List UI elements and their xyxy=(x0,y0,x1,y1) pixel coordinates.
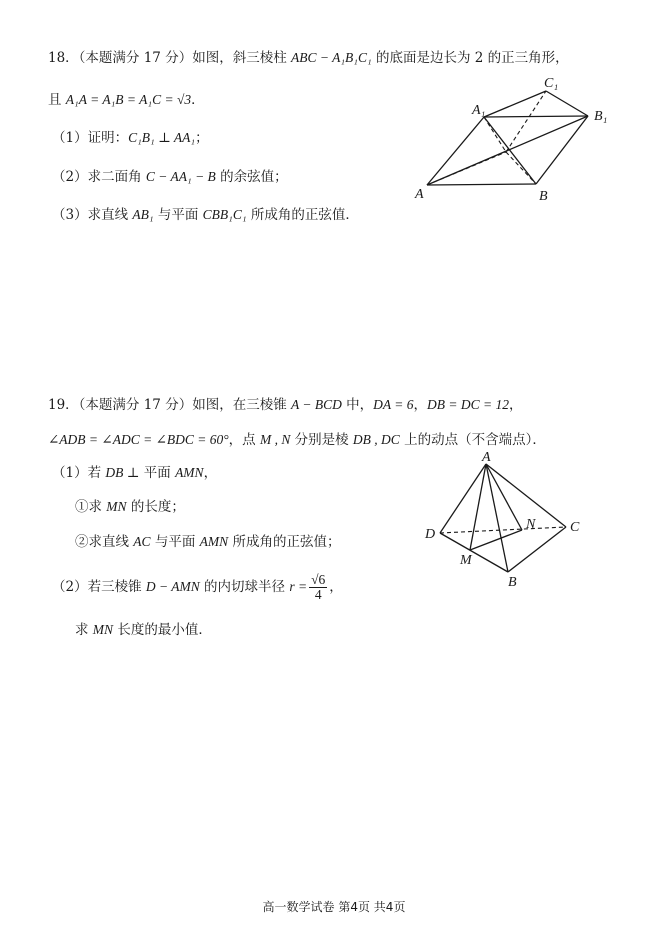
q18-prism-name: ABC − A₁B₁C₁ xyxy=(290,50,372,65)
q19-p2-prefix: （2）若三棱锥 xyxy=(52,579,146,595)
q18-cond-math: A₁A = A₁B = A₁C = √3 xyxy=(65,92,192,107)
edge-B-C xyxy=(508,527,566,572)
q18-prism-svg xyxy=(410,70,620,210)
q19-stem-text: 19．（本题满分 17 分）如图，在三棱锥 xyxy=(48,397,291,413)
q19-edges: DB , DC xyxy=(352,432,400,447)
label-C1: C₁ xyxy=(544,76,559,91)
q18-stem xyxy=(48,48,569,68)
q19-ask-math: MN xyxy=(92,622,114,637)
q18-p1-math: C₁B₁ ⊥ AA₁ xyxy=(128,130,196,145)
edge-A-B xyxy=(486,464,508,572)
label-A1: A₁ xyxy=(472,103,486,118)
q19-radius-fraction xyxy=(309,573,327,602)
edge-B-B1 xyxy=(536,116,588,184)
q19-ask-prefix: 求 xyxy=(75,622,93,638)
q18-p3-mid: 与平面 xyxy=(153,207,203,223)
q18-prism-figure xyxy=(410,70,620,210)
hidden-edge-C-B xyxy=(506,152,536,184)
q19-part-2-ask xyxy=(75,620,212,640)
q19-angles xyxy=(48,430,546,450)
q18-p3-prefix: （3）求直线 xyxy=(52,207,133,223)
q19-p1-prefix: （1）若 xyxy=(52,465,106,481)
segment-M-N xyxy=(470,530,522,550)
q19-sub2-line: AC xyxy=(133,534,151,549)
q18-p3-suffix: 所成角的正弦值． xyxy=(246,207,359,223)
q19-sub2-prefix: ②求直线 xyxy=(75,534,134,550)
q18-p2-math: C − AA₁ − B xyxy=(145,169,216,184)
q19-p2-suffix: ， xyxy=(329,579,343,595)
q18-p1-suffix: ； xyxy=(195,130,209,146)
edge-A1-B xyxy=(484,117,536,184)
q19-frac-num: √6 xyxy=(311,572,326,587)
q19-sub2-suffix: 所成角的正弦值； xyxy=(228,534,341,550)
edge-A-A1 xyxy=(427,117,484,185)
q19-part-1 xyxy=(52,463,217,483)
segment-A-N xyxy=(486,464,522,530)
q19-sub-1 xyxy=(75,497,185,517)
label-M: M xyxy=(460,553,472,568)
q19-sub2-mid: 与平面 xyxy=(150,534,200,550)
edge-A1-C1 xyxy=(484,91,546,117)
q19-tetrahedron-figure xyxy=(418,448,598,588)
q19-p2-mid: 的内切球半径 xyxy=(199,579,290,595)
q19-da: DA = 6 xyxy=(373,397,414,412)
q19-sub1-math: MN xyxy=(106,499,127,514)
q18-part-1 xyxy=(52,128,209,148)
q19-angles-math: ∠ADB = ∠ADC = ∠BDC = 60° xyxy=(48,432,229,447)
q19-sub-2 xyxy=(75,532,340,552)
q19-sub1-prefix: ①求 xyxy=(75,499,107,515)
q18-stem-text: 18．（本题满分 17 分）如图，斜三棱柱 xyxy=(48,50,291,66)
q18-p1-prefix: （1）证明： xyxy=(52,130,129,146)
label-D: D xyxy=(425,527,436,542)
edge-A-B xyxy=(427,184,536,185)
q18-condition xyxy=(48,90,205,110)
q18-p3-line: AB₁ xyxy=(132,207,154,222)
q19-tetrahedron-svg xyxy=(418,448,598,588)
q19-p2-math: D − AMN xyxy=(145,579,200,594)
label-C: C xyxy=(570,520,580,535)
q19-p2-r: r = xyxy=(289,579,308,594)
q18-stem-text-2: 的底面是边长为 2 的正三角形， xyxy=(371,50,569,66)
label-B: B xyxy=(539,189,548,204)
q19-angles-text-c: 上的动点（不含端点）． xyxy=(399,432,546,448)
q19-part-2 xyxy=(52,572,343,602)
label-B1: B₁ xyxy=(594,109,608,124)
q18-part-2 xyxy=(52,167,288,187)
q18-p2-prefix: （2）求二面角 xyxy=(52,169,146,185)
q18-p3-plane: CBB₁C₁ xyxy=(202,207,247,222)
label-B: B xyxy=(508,575,517,588)
q18-p2-suffix: 的余弦值； xyxy=(215,169,288,185)
label-A: A xyxy=(482,450,491,465)
label-N: N xyxy=(526,517,536,532)
q19-ask-suffix: 长度的最小值． xyxy=(113,622,212,638)
edge-A1-B1 xyxy=(484,116,588,117)
hidden-edge-D-C xyxy=(440,527,566,533)
page-footer: 高一数学试卷 第4页 共4页 xyxy=(262,900,406,914)
q18-cond-prefix: 且 xyxy=(48,92,66,108)
q18-cond-suffix: ． xyxy=(191,92,205,108)
q19-stem xyxy=(48,395,523,415)
q19-sub2-plane: AMN xyxy=(199,534,229,549)
label-A: A xyxy=(415,187,424,202)
q19-p1-mid: 平面 xyxy=(139,465,176,481)
edge-C1-B1 xyxy=(546,91,588,116)
q18-part-3 xyxy=(52,205,359,225)
q19-angles-text-b: 分别是棱 xyxy=(290,432,353,448)
q19-p1-math: DB ⊥ xyxy=(105,465,140,480)
q19-p1-plane: AMN xyxy=(175,465,204,480)
q19-stem-text-2: 中， xyxy=(341,397,374,413)
q19-frac-den: 4 xyxy=(314,587,322,602)
q19-sub1-suffix: 的长度； xyxy=(126,499,185,515)
q19-points: M , N xyxy=(259,432,291,447)
q19-db-dc: DB = DC = 12 xyxy=(427,397,510,412)
q19-p1-suffix: ， xyxy=(203,465,218,481)
q19-stem-end: ， xyxy=(509,397,523,413)
q19-tetra-name: A − BCD xyxy=(290,397,342,412)
q19-angles-text-a: ，点 xyxy=(228,432,260,448)
q19-sep: ， xyxy=(413,397,428,413)
